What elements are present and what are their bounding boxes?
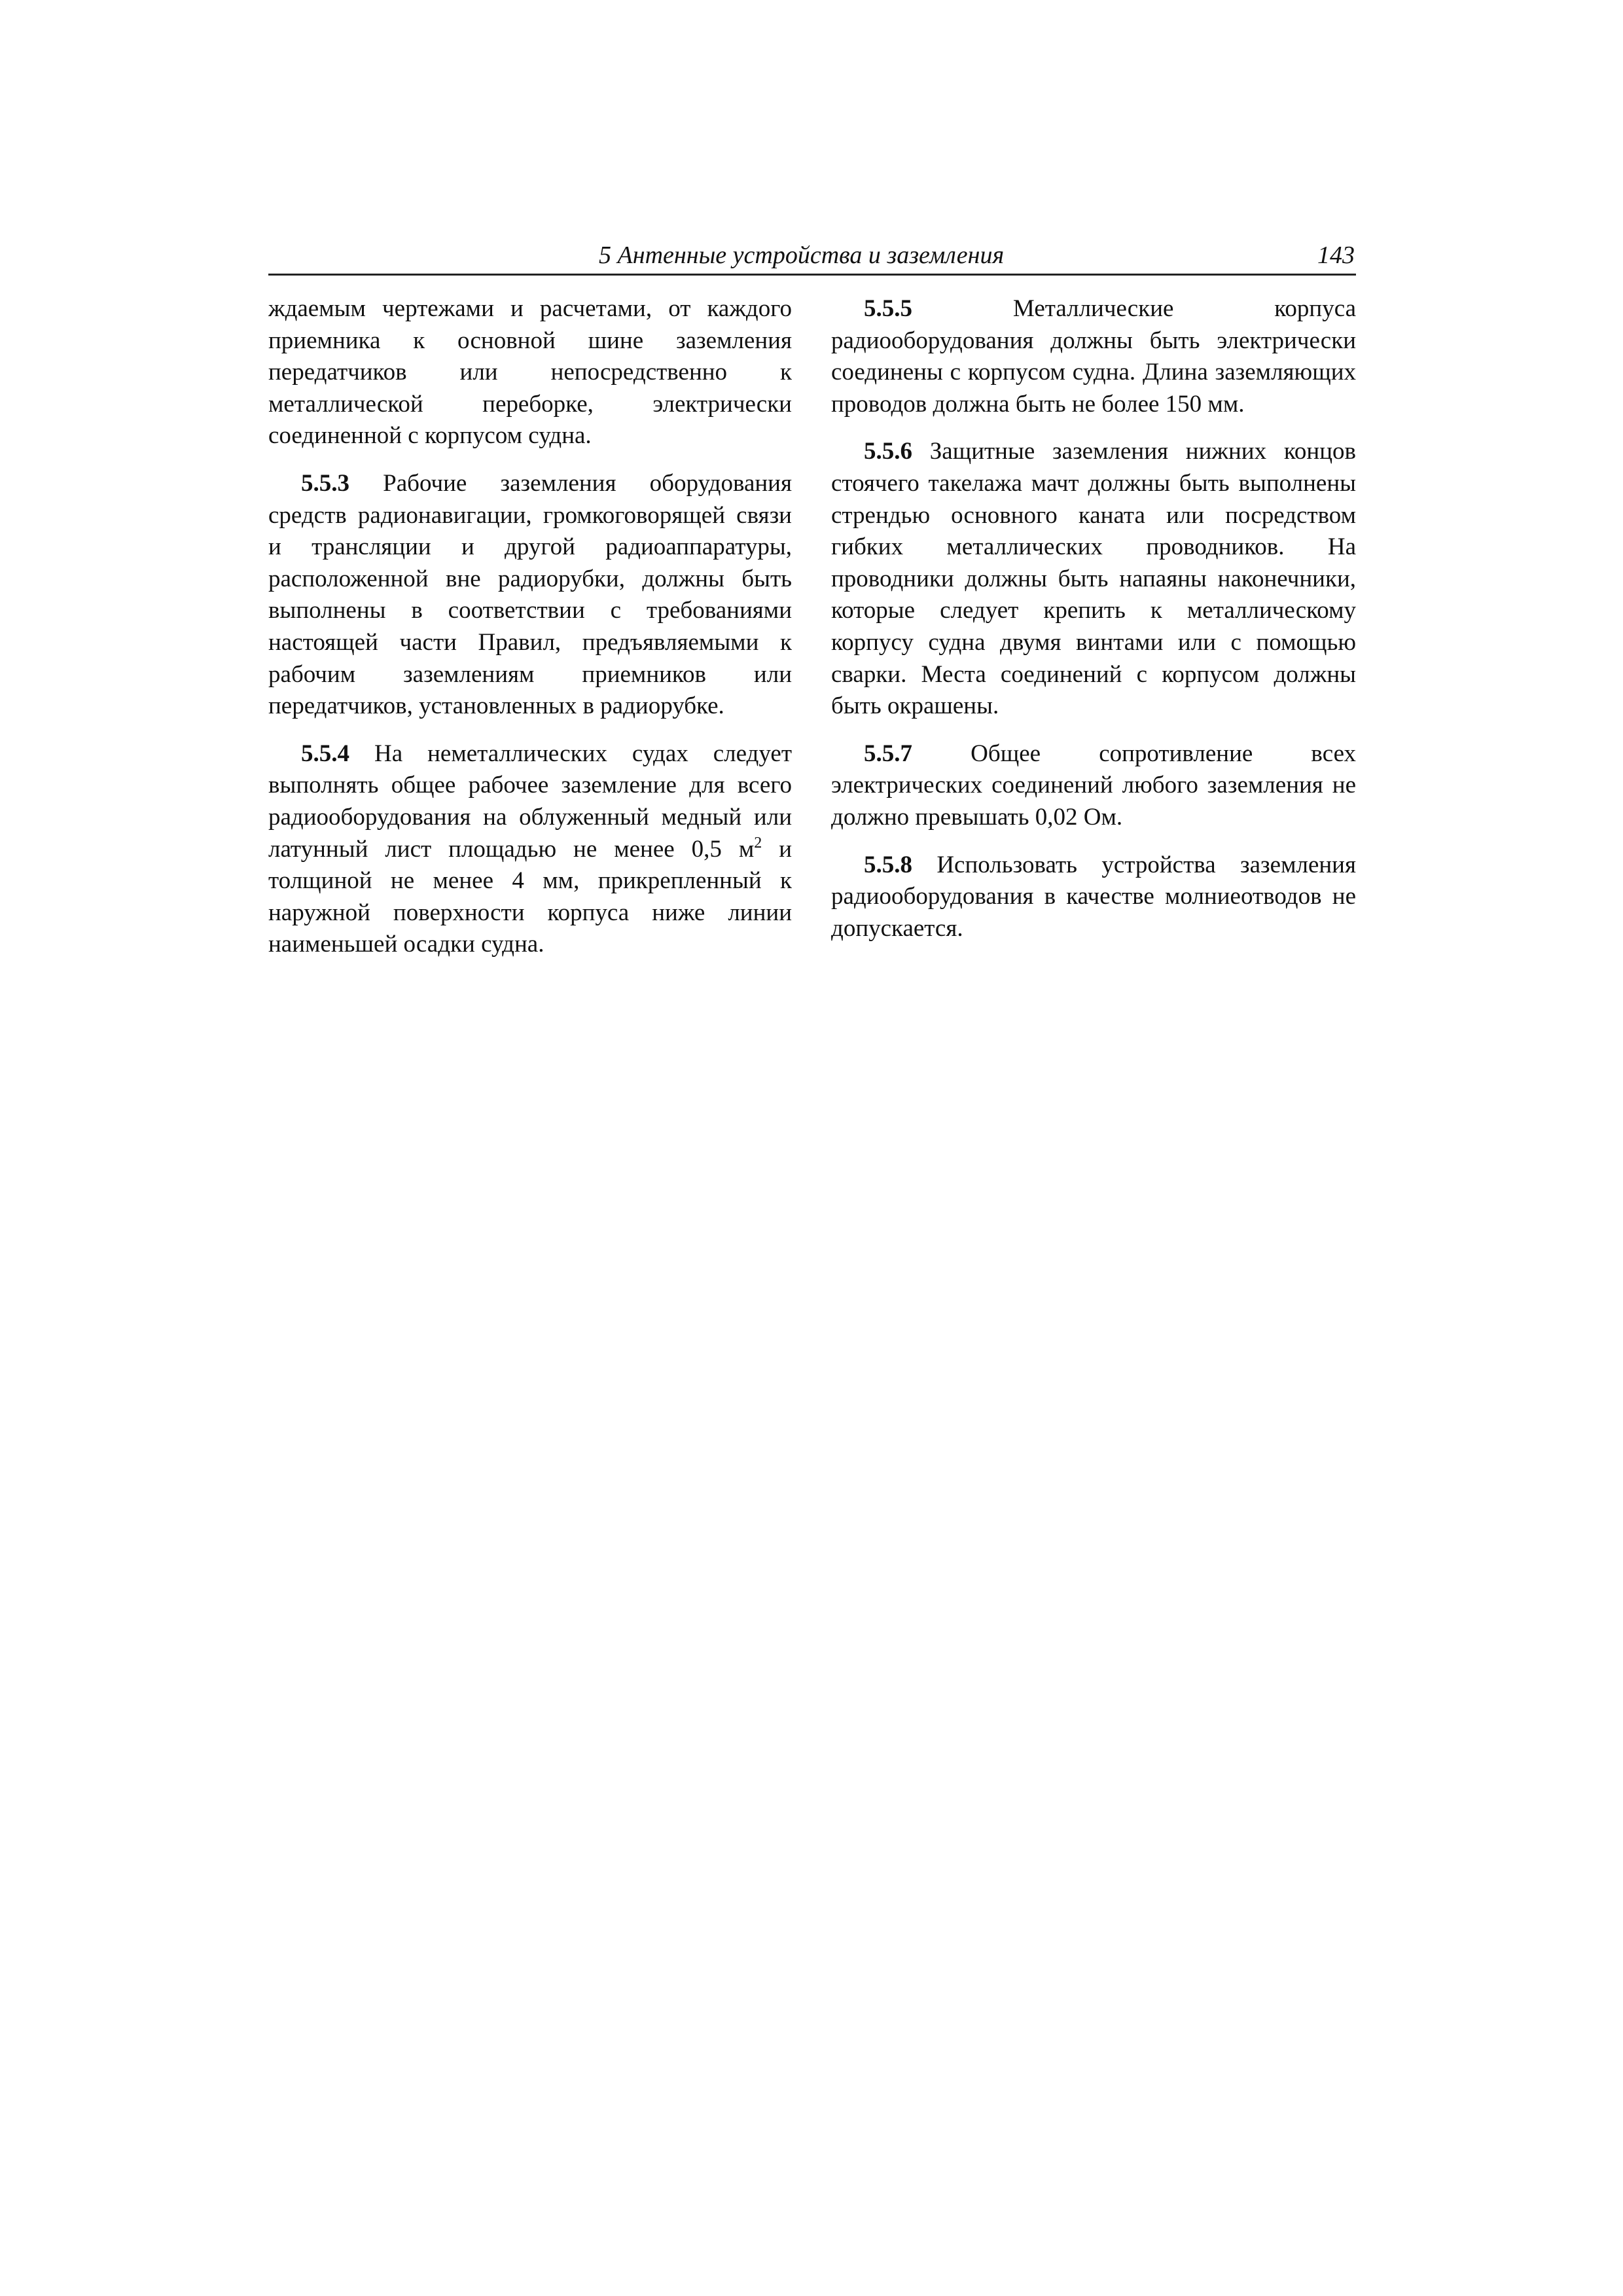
- paragraph-text: Защитные заземления нижних концов стоячего такелажа мачт должны быть выполнены стрендью основного каната или посредством гибких металлических проводников. На проводники должны быть напаяны наконечники, которые следует крепить к металлическому корпусу судна двумя винтами или с помощью сварки. Места соединений с корпусом должны быть окрашены.: [831, 438, 1356, 720]
- right-column: [831, 293, 1356, 960]
- paragraph-5-5-4: [268, 738, 792, 961]
- paragraph-continuation: [268, 293, 792, 452]
- paragraph-text: ждаемым чертежами и расчетами, от каждого приемника к основной шине заземления передатчиков или непосредственно к металлической переборке, электрически соединенной с корпусом судна.: [268, 295, 792, 450]
- paragraph-5-5-6: [831, 436, 1356, 722]
- paragraph-5-5-7: [831, 738, 1356, 834]
- paragraph-text: Рабочие заземления оборудования средств радионавигации, громкоговорящей связи и трансляции и другой радиоаппаратуры, расположенной вне радиорубки, должны быть выполнены в соответствии с требованиями настоящей части Правил, предъявляемыми к рабочим заземлениям приемников или передатчиков, установленных в радиорубке.: [268, 469, 793, 720]
- paragraph-text: и толщиной не менее 4 мм, прикрепленный к наружной поверхности корпуса ниже линии наименьшей осадки судна.: [268, 835, 792, 958]
- paragraph-text: Использовать устройства заземления радиооборудования в качестве молниеотводов не допускается.: [831, 851, 1356, 942]
- running-header: [268, 237, 1356, 276]
- running-title: 5 Антенные устройства и заземления: [599, 242, 1005, 269]
- paragraph-5-5-5: [831, 293, 1356, 420]
- page-number: 143: [1317, 242, 1355, 269]
- left-column: [268, 293, 792, 977]
- section-number: 5.5.6: [864, 438, 912, 465]
- paragraph-text: Металлические корпуса радиооборудования должны быть электрически соединены с корпусом судна. Длина заземляющих проводов должна быть не более 150 мм.: [831, 295, 1357, 418]
- superscript: 2: [754, 834, 762, 852]
- section-number: 5.5.4: [301, 740, 349, 767]
- paragraph-text: На неметаллических судах следует выполнять общее рабочее заземление для всего радиооборудования на облуженный медный или латунный лист площадью не менее 0,5 м: [268, 740, 792, 863]
- section-number: 5.5.5: [864, 295, 912, 322]
- section-number: 5.5.3: [301, 469, 349, 497]
- section-number: 5.5.8: [864, 851, 912, 878]
- paragraph-5-5-8: [831, 850, 1356, 945]
- section-number: 5.5.7: [864, 740, 912, 767]
- paragraph-5-5-3: [268, 468, 792, 723]
- paragraph-text: Общее сопротивление всех электрических соединений любого заземления не должно превышать 0,02 Ом.: [831, 740, 1356, 831]
